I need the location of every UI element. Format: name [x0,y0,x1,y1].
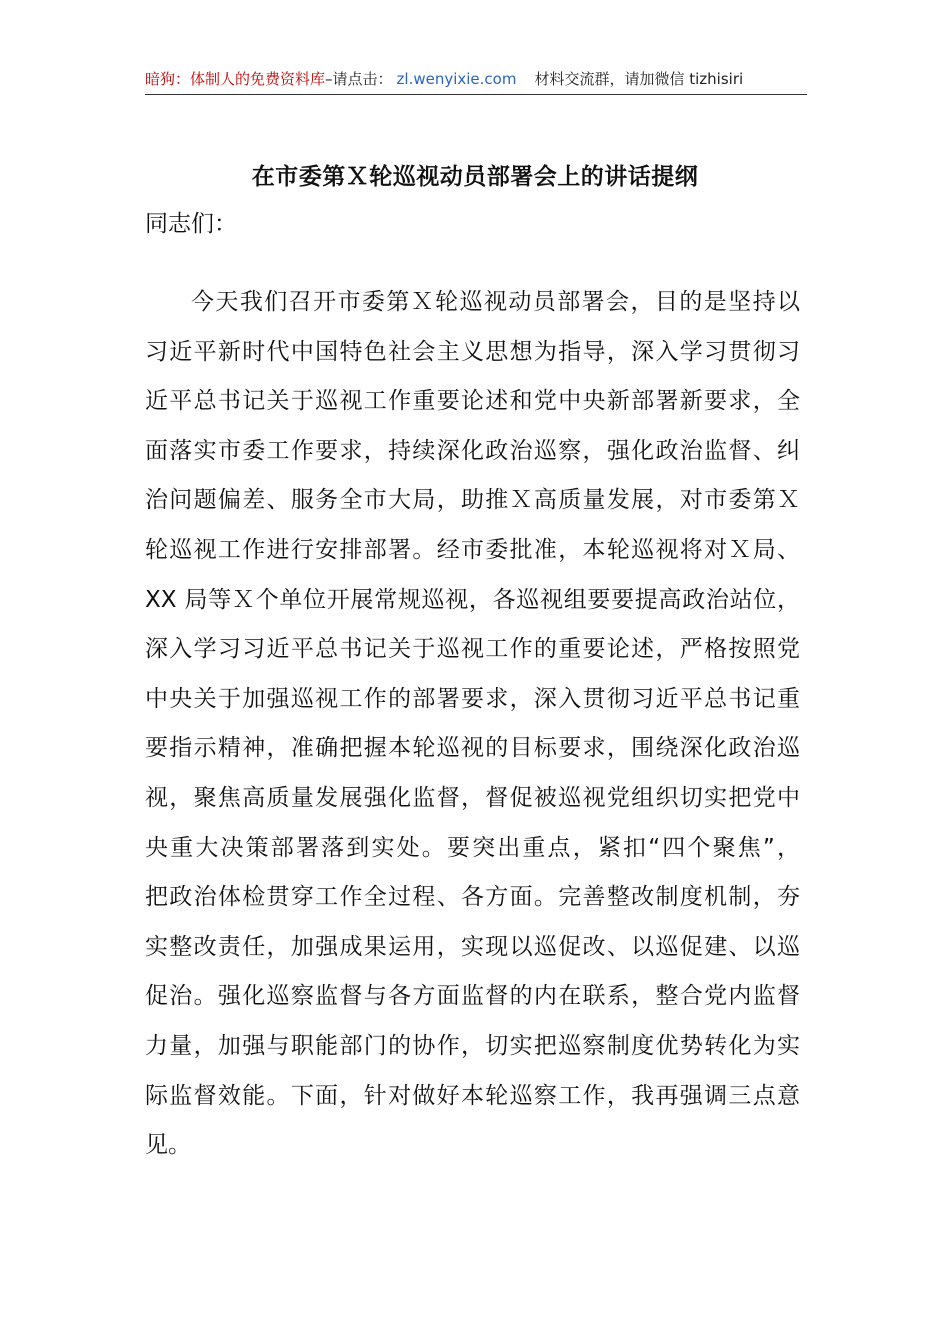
paragraph-line: 把政治体检贯穿工作全过程、各方面。完善整改制度机制，夯 [145,884,800,911]
body-paragraph [145,282,800,1175]
paragraph-line: 促治。强化巡察监督与各方面监督的内在联系，整合党内监督 [145,983,800,1010]
paragraph-line: 实整改责任，加强成果运用，实现以巡促改、以巡促建、以巡 [145,933,800,960]
paragraph-line: 央重大决策部署落到实处。要突出重点，紧扣“四个聚焦”， [145,834,800,861]
header-prompt-text: –请点击： [325,70,393,88]
salutation: 同志们： [145,211,237,237]
paragraph-line: 中央关于加强巡视工作的部署要求，深入贯彻习近平总书记重 [145,685,800,712]
paragraph-line: XX 局等Ｘ个单位开展常规巡视，各巡视组要要提高政治站位， [145,586,800,613]
paragraph-line: 深入学习习近平总书记关于巡视工作的重要论述，严格按照党 [145,636,800,663]
paragraph-line: 治问题偏差、服务全市大局，助推Ｘ高质量发展，对市委第Ｘ [145,487,800,514]
header-contact-text: 材料交流群，请加微信 tizhisiri [534,70,744,88]
paragraph-line: 见。 [145,1132,191,1159]
paragraph-line: 轮巡视工作进行安排部署。经市委批准，本轮巡视将对Ｘ局、 [145,536,800,563]
header-site-link[interactable]: zl.wenyixie.com [396,70,517,88]
document-title: 在市委第Ｘ轮巡视动员部署会上的讲话提纲 [251,164,699,190]
paragraph-line: 力量，加强与职能部门的协作，切实把巡察制度优势转化为实 [145,1032,800,1059]
paragraph-line: 际监督效能。下面，针对做好本轮巡察工作，我再强调三点意 [145,1082,800,1109]
paragraph-line: 面落实市委工作要求，持续深化政治巡察，强化政治监督、纠 [145,437,800,464]
paragraph-line: 今天我们召开市委第Ｘ轮巡视动员部署会，目的是坚持以 [191,289,800,315]
paragraph-line: 近平总书记关于巡视工作重要论述和党中央新部署新要求，全 [145,388,800,415]
paragraph-line: 视，聚焦高质量发展强化监督，督促被巡视党组织切实把党中 [145,784,800,811]
header-divider [145,94,807,95]
paragraph-line: 习近平新时代中国特色社会主义思想为指导，深入学习贯彻习 [145,338,800,365]
paragraph-line: 要指示精神，准确把握本轮巡视的目标要求，围绕深化政治巡 [145,735,800,762]
header-brand-text: 暗狗：体制人的免费资料库 [145,70,326,88]
page-header [145,68,805,90]
